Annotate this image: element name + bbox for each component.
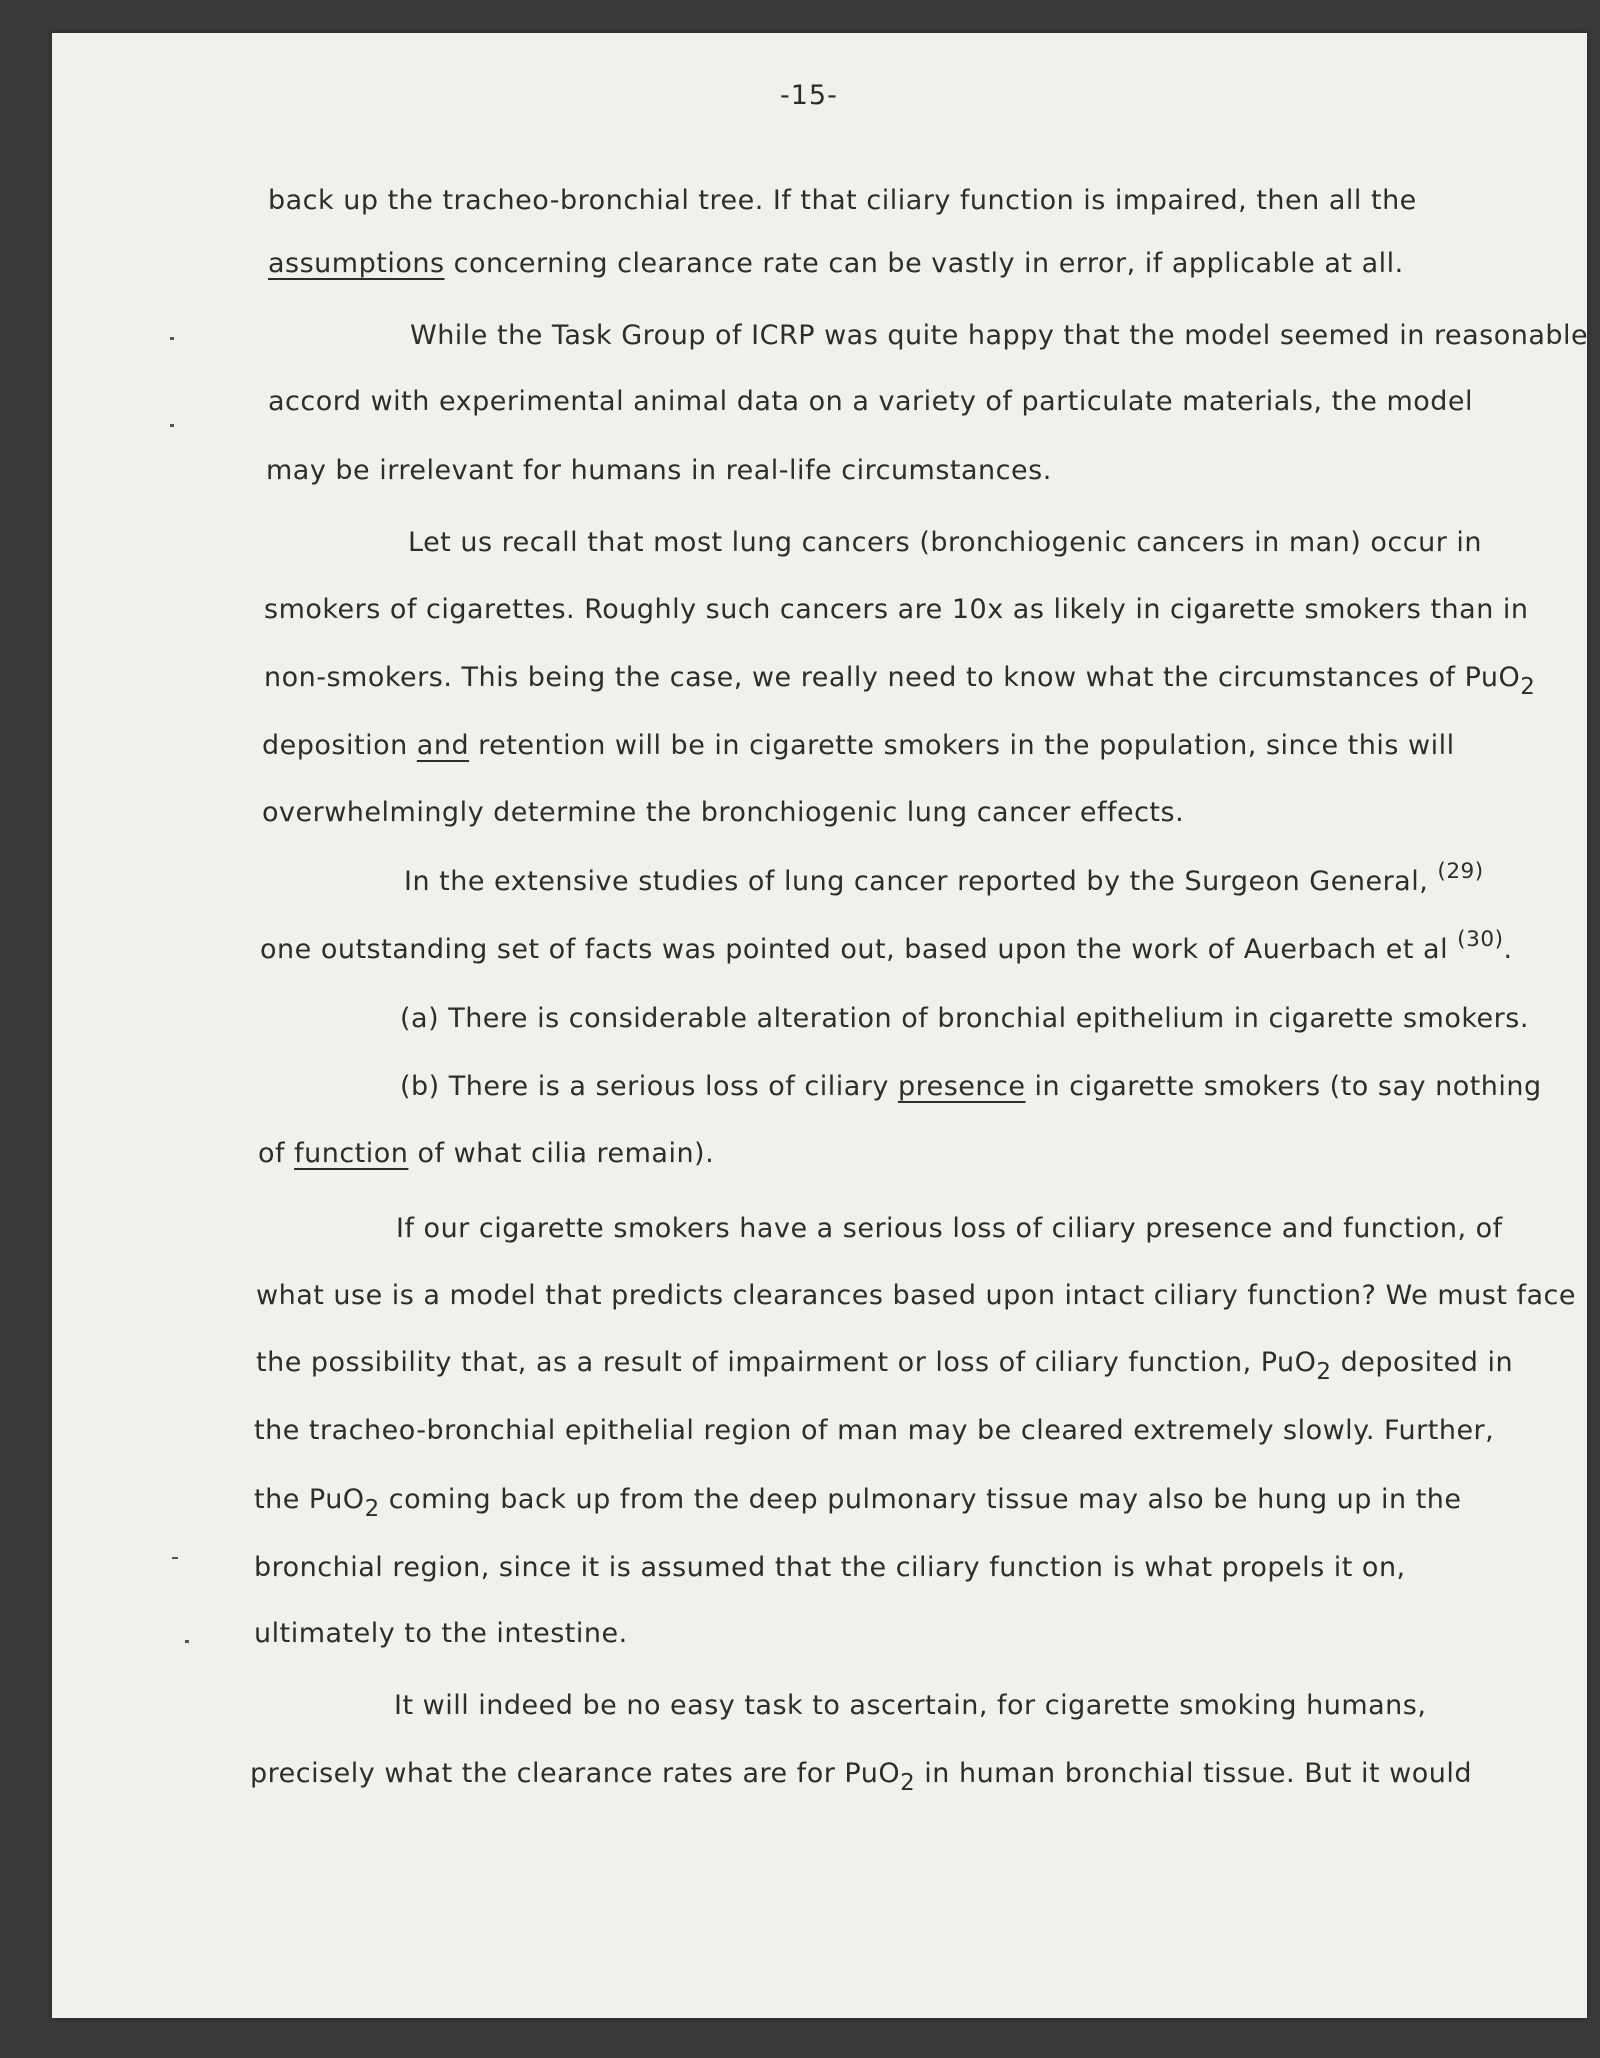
citation-superscript: (30) <box>1457 927 1504 952</box>
underlined-word: function <box>294 1138 409 1169</box>
text-span: concerning clearance rate can be vastly in error, if applicable at all. <box>444 248 1404 279</box>
text-line <box>250 1758 1473 1796</box>
underlined-word: and <box>416 730 470 761</box>
text-span: the possibility that, as a result of impairment or loss of ciliary function, PuO <box>256 1347 1317 1378</box>
text-line <box>264 662 1536 700</box>
subscript: 2 <box>1520 674 1536 700</box>
text-line: what use is a model that predicts clearances based upon intact ciliary function? We must face <box>256 1280 1577 1311</box>
text-line <box>260 927 1513 965</box>
page-number: -15- <box>780 80 838 111</box>
text-span: in cigarette smokers (to say nothing <box>1025 1071 1542 1102</box>
text-line <box>262 730 1455 761</box>
text-line: back up the tracheo-bronchial tree. If that ciliary function is impaired, then all the <box>268 185 1417 216</box>
text-span: coming back up from the deep pulmonary tissue may also be hung up in the <box>379 1484 1462 1515</box>
text-line: bronchial region, since it is assumed that the ciliary function is what propels it on, <box>254 1552 1406 1583</box>
list-item-a: (a) There is considerable alteration of bronchial epithelium in cigarette smokers. <box>400 1003 1529 1034</box>
text-line: the tracheo-bronchial epithelial region of man may be cleared extremely slowly. Further, <box>254 1415 1495 1446</box>
subscript: 2 <box>364 1496 380 1522</box>
list-item-b <box>400 1071 1542 1102</box>
text-span: precisely what the clearance rates are for PuO <box>250 1758 901 1789</box>
margin-mark <box>170 424 174 427</box>
text-line <box>258 1138 714 1169</box>
text-line <box>254 1484 1462 1522</box>
text-line: smokers of cigarettes. Roughly such cancers are 10x as likely in cigarette smokers than in <box>264 594 1529 625</box>
margin-mark <box>185 1640 189 1643</box>
text-line: It will indeed be no easy task to ascertain, for cigarette smoking humans, <box>394 1690 1427 1721</box>
text-line: overwhelmingly determine the bronchiogenic lung cancer effects. <box>262 797 1185 828</box>
text-span: . <box>1503 934 1513 965</box>
text-span: non-smokers. This being the case, we really need to know what the circumstances of PuO <box>264 662 1521 693</box>
text-span: the PuO <box>254 1484 365 1515</box>
text-span: deposited in <box>1331 1347 1514 1378</box>
text-span: of <box>258 1138 295 1169</box>
text-line: accord with experimental animal data on a variety of particulate materials, the model <box>268 386 1474 417</box>
underlined-word: presence <box>897 1071 1026 1102</box>
text-span: In the extensive studies of lung cancer reported by the Surgeon General, <box>404 866 1438 897</box>
text-span: one outstanding set of facts was pointed out, based upon the work of Auerbach et al <box>260 934 1458 965</box>
text-span: (b) There is a serious loss of ciliary <box>400 1071 898 1102</box>
text-line <box>404 859 1484 897</box>
citation-superscript: (29) <box>1437 859 1484 884</box>
text-span: deposition <box>262 730 417 761</box>
subscript: 2 <box>900 1770 916 1796</box>
margin-mark <box>172 1557 178 1559</box>
text-line: ultimately to the intestine. <box>254 1618 628 1649</box>
text-line: If our cigarette smokers have a serious loss of ciliary presence and function, of <box>396 1213 1503 1244</box>
text-span: retention will be in cigarette smokers in the population, since this will <box>469 730 1455 761</box>
text-span: in human bronchial tissue. But it would <box>915 1758 1473 1789</box>
text-line: Let us recall that most lung cancers (bronchiogenic cancers in man) occur in <box>408 527 1483 558</box>
underlined-word: assumptions <box>268 248 445 279</box>
text-line: may be irrelevant for humans in real-life circumstances. <box>266 455 1052 486</box>
margin-mark <box>170 337 174 340</box>
text-line <box>256 1347 1514 1385</box>
subscript: 2 <box>1316 1359 1332 1385</box>
text-line <box>268 248 1404 279</box>
text-span: of what cilia remain). <box>408 1138 715 1169</box>
text-line: While the Task Group of ICRP was quite happy that the model seemed in reasonable <box>410 320 1589 351</box>
